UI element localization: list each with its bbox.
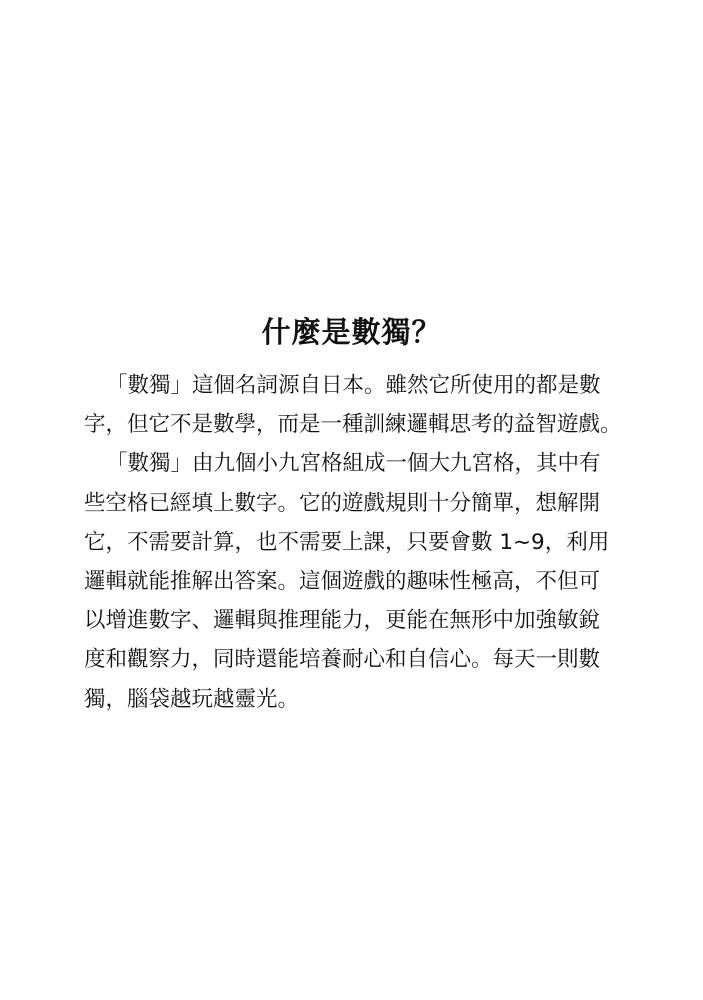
paragraph-2 bbox=[84, 444, 624, 718]
paragraph-line: 字，但它不是數學，而是一種訓練邏輯思考的益智遊戲。 bbox=[84, 412, 622, 438]
paragraph-1 bbox=[84, 366, 624, 444]
page-title: 什麼是數獨？ bbox=[261, 315, 442, 349]
paragraph-line: 邏輯就能推解出答案。這個遊戲的趣味性極高，不但可 bbox=[84, 568, 601, 594]
paragraph-line: 「數獨」這個名詞源自日本。雖然它所使用的都是數 bbox=[106, 373, 601, 398]
paragraph-line: 「數獨」由九個小九宮格組成一個大九宮格，其中有 bbox=[106, 451, 601, 477]
paragraph-line: 以增進數字、邏輯與推理能力，更能在無形中加強敏銳 bbox=[84, 608, 601, 634]
paragraph-line: 些空格已經填上數字。它的遊戲規則十分簡單，想解開 bbox=[84, 490, 601, 516]
paragraph-line: 度和觀察力，同時還能培養耐心和自信心。每天一則數 bbox=[84, 647, 601, 673]
paragraph-line: 獨，腦袋越玩越靈光。 bbox=[84, 686, 300, 712]
paragraph-line: 它，不需要計算，也不需要上課，只要會數 1~9，利用 bbox=[84, 529, 610, 555]
body-text bbox=[84, 366, 624, 719]
